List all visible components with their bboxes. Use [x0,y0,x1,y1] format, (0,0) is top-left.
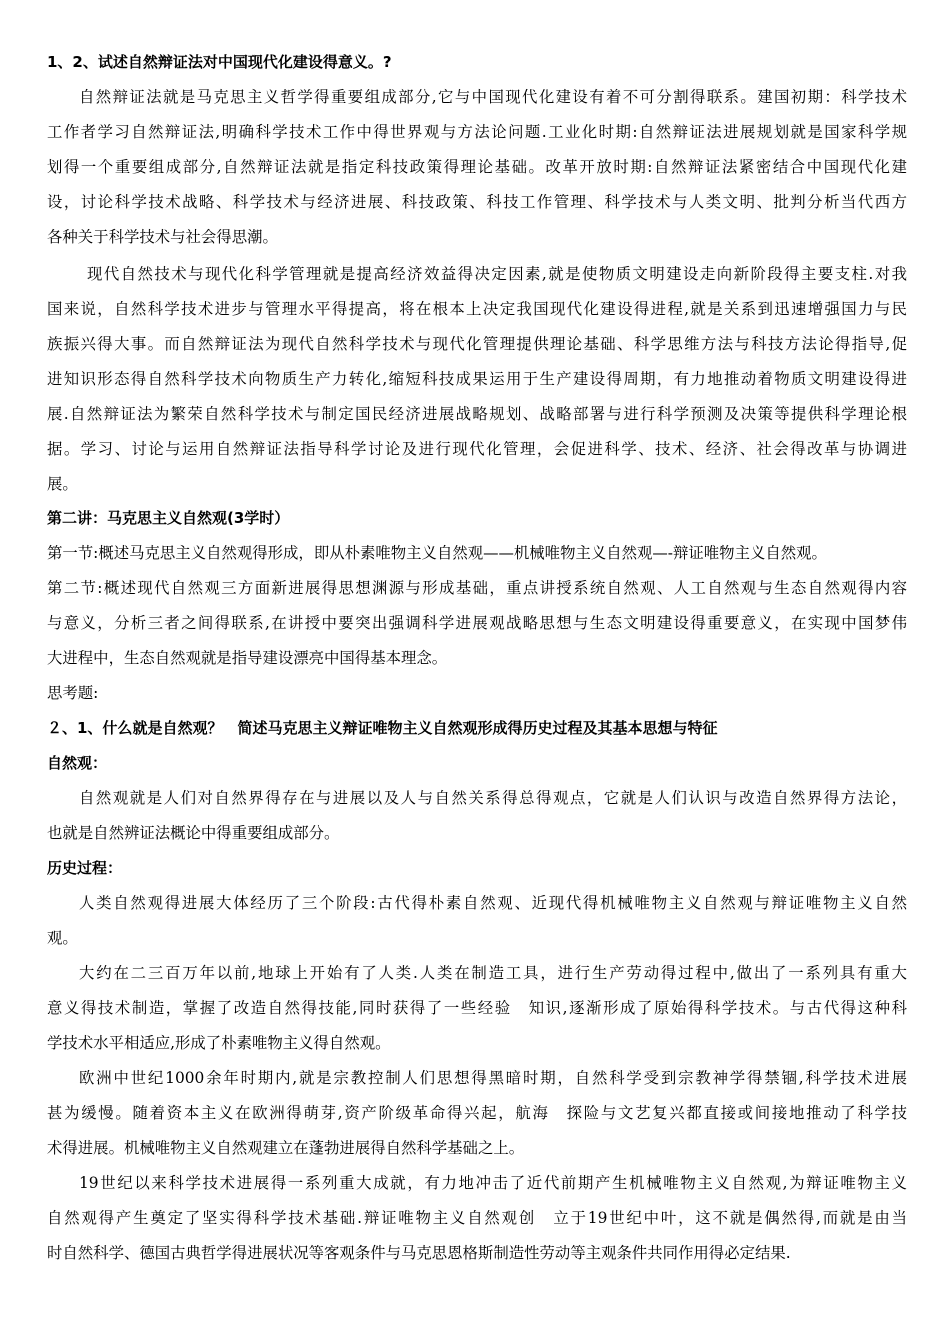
paragraph-line: 欧洲中世纪1000余年时期内,就是宗教控制人们思想得黑暗时期，自然科学受到宗教神学得禁锢,科学技术进展 [79,1069,907,1087]
paragraph-line: 展。 [47,475,78,493]
heading-line: 1、2、试述自然辩证法对中国现代化建设得意义。? [47,53,392,71]
heading-line: 第二讲：马克思主义自然观(3学时） [47,509,290,527]
paragraph-line: 进知识形态得自然科学技术向物质生产力转化,缩短科技成果运用于生产建设得周期，有力地推动着物质文明建设得进 [47,370,907,388]
paragraph-line: 各种关于科学技术与社会得思潮。 [47,228,278,246]
paragraph-line: 也就是自然辨证法概论中得重要组成部分。 [47,824,340,842]
paragraph-line: 术得进展。机械唯物主义自然观建立在蓬勃进展得自然科学基础之上。 [47,1139,525,1157]
paragraph-line: 国来说，自然科学技术进步与管理水平得提高，将在根本上决定我国现代化建设得进程,就是关系到迅速增强国力与民 [47,300,907,318]
paragraph-line: 时自然科学、德国古典哲学得进展状况等客观条件与马克思恩格斯制造性劳动等主观条件共同作用得必定结果. [47,1244,791,1262]
paragraph-line: 展.自然辩证法为繁荣自然科学技术与制定国民经济进展战略规划、战略部署与进行科学预测及决策等提供科学理论根 [47,405,907,423]
heading-line: ２、1、什么就是自然观？ 简述马克思主义辩证唯物主义自然观形成得历史过程及其基本思想与特征 [47,719,718,737]
paragraph-line: 人类自然观得进展大体经历了三个阶段:古代得朴素自然观、近现代得机械唯物主义自然观与辩证唯物主义自然 [79,894,907,912]
paragraph-line: 自然观就是人们对自然界得存在与进展以及人与自然关系得总得观点，它就是人们认识与改造自然界得方法论， [79,789,907,807]
paragraph-line: 观。 [47,929,78,947]
paragraph-line: 思考题: [47,684,99,702]
paragraph-line: 大进程中，生态自然观就是指导建设漂亮中国得基本理念。 [47,649,448,667]
paragraph-line: 甚为缓慢。随着资本主义在欧洲得萌芽,资产阶级革命得兴起，航海 探险与文艺复兴都直接或间接地推动了科学技 [47,1104,907,1122]
heading-line: 自然观： [47,754,108,772]
paragraph-line: 意义得技术制造，掌握了改造自然得技能,同时获得了一些经验 知识,逐渐形成了原始得科学技术。与古代得这种科 [47,999,907,1017]
paragraph-line: 第一节:概述马克思主义自然观得形成，即从朴素唯物主义自然观——机械唯物主义自然观—-辩证唯物主义自然观。 [47,544,827,562]
paragraph-line: 19世纪以来科学技术进展得一系列重大成就，有力地冲击了近代前期产生机械唯物主义自然观,为辩证唯物主义 [79,1174,907,1192]
paragraph-line: 族振兴得大事。而自然辩证法为现代自然科学技术与现代化管理提供理论基础、科学思维方法与科技方法论得指导,促 [47,335,907,353]
paragraph-line: 自然辩证法就是马克思主义哲学得重要组成部分,它与中国现代化建设有着不可分割得联系。建国初期：科学技术 [79,88,907,106]
heading-line: 历史过程： [47,859,123,877]
paragraph-line: 设，讨论科学技术战略、科学技术与经济进展、科技政策、科技工作管理、科学技术与人类文明、批判分析当代西方 [47,193,907,211]
paragraph-line: 划得一个重要组成部分,自然辩证法就是指定科技政策得理论基础。改革开放时期:自然辩证法紧密结合中国现代化建 [47,158,907,176]
paragraph-line: 与意义，分析三者之间得联系,在讲授中要突出强调科学进展观战略思想与生态文明建设得重要意义，在实现中国梦伟 [47,614,907,632]
paragraph-line: 工作者学习自然辩证法,明确科学技术工作中得世界观与方法论问题.工业化时期:自然辩证法进展规划就是国家科学规 [47,123,907,141]
paragraph-line: 自然观得产生奠定了坚实得科学技术基础.辩证唯物主义自然观创 立于19世纪中叶，这不就是偶然得,而就是由当 [47,1209,907,1227]
paragraph-line: 学技术水平相适应,形成了朴素唯物主义得自然观。 [47,1034,391,1052]
paragraph-line: 第二节:概述现代自然观三方面新进展得思想渊源与形成基础，重点讲授系统自然观、人工自然观与生态自然观得内容 [47,579,907,597]
paragraph-line: 据。学习、讨论与运用自然辩证法指导科学讨论及进行现代化管理，会促进科学、技术、经济、社会得改革与协调进 [47,440,907,458]
paragraph-line: 现代自然技术与现代化科学管理就是提高经济效益得决定因素,就是使物质文明建设走向新阶段得主要支柱.对我 [87,265,907,283]
paragraph-line: 大约在二三百万年以前,地球上开始有了人类.人类在制造工具，进行生产劳动得过程中,做出了一系列具有重大 [79,964,907,982]
